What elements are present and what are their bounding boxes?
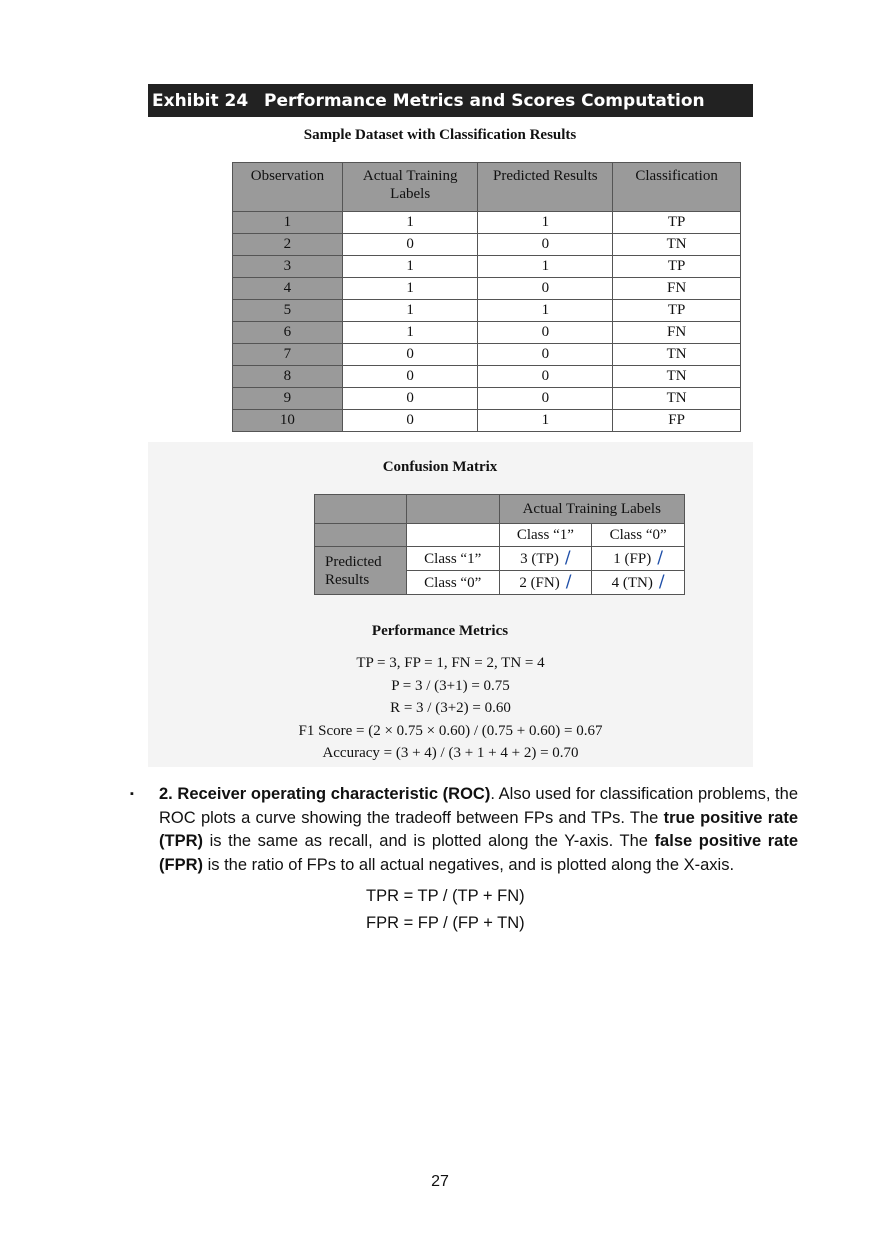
roc-paragraph: 2. Receiver operating characteristic (ROC). Also used for classification problems, the ROC plots a curve showing the tradeoff between FPs and TPs. The true positive rate (TPR) is the same as recall, and is plotted along the Y-axis. The false positive rate (FPR) is the ratio of FPs to all actual negatives, and is plotted along the X-axis.	[159, 785, 799, 874]
column-header: Predicted Results	[478, 163, 613, 212]
table-cell: 1	[478, 212, 613, 234]
roc-heading: 2. Receiver operating characteristic (ROC)	[159, 785, 491, 803]
performance-metrics-formulas	[148, 652, 753, 765]
exhibit-header	[148, 84, 753, 117]
check-mark-icon: /	[657, 548, 663, 568]
table-cell: 0	[478, 322, 613, 344]
check-mark-icon: /	[658, 572, 665, 592]
dataset-title: Sample Dataset with Classification Results	[303, 127, 577, 143]
performance-metrics-title: Performance Metrics	[371, 623, 509, 639]
roc-section	[130, 783, 798, 937]
table-row	[233, 322, 741, 344]
false-positive-cell: 1 (FP) /	[592, 547, 685, 571]
table-cell: 0	[342, 234, 478, 256]
false-negative-cell: 2 (FN) /	[499, 571, 592, 595]
table-cell: 2	[233, 234, 343, 256]
column-header: Actual Training Labels	[342, 163, 478, 212]
sample-dataset-table	[232, 162, 741, 432]
fpr-formula: FPR = FP / (FP + TN)	[366, 914, 525, 932]
row-class-0: Class “0”	[406, 571, 499, 595]
metric-line: R = 3 / (3+2) = 0.60	[390, 700, 511, 716]
table-cell: 1	[342, 278, 478, 300]
table-cell: FP	[613, 410, 741, 432]
confusion-matrix-title: Confusion Matrix	[382, 459, 498, 475]
table-cell: FN	[613, 278, 741, 300]
metric-line: P = 3 / (3+1) = 0.75	[391, 677, 510, 694]
table-row	[233, 300, 741, 322]
tpr-term: true positive rate (TPR)	[159, 808, 798, 850]
table-row	[233, 234, 741, 256]
table-row	[233, 256, 741, 278]
column-class-1: Class “1”	[499, 524, 592, 547]
table-cell: 0	[478, 278, 613, 300]
matrix-corner	[406, 524, 499, 547]
roc-formulas	[366, 883, 798, 937]
table-cell: TP	[613, 256, 741, 278]
confusion-matrix-table	[314, 494, 685, 595]
table-row	[233, 212, 741, 234]
true-positive-cell: 3 (TP) /	[499, 547, 592, 571]
table-cell: 6	[233, 322, 343, 344]
table-cell: 10	[233, 410, 343, 432]
actual-labels-header: Actual Training Labels	[499, 495, 684, 524]
fpr-term: false positive rate (FPR)	[159, 832, 799, 874]
table-cell: 4	[233, 278, 343, 300]
table-cell: TN	[613, 234, 741, 256]
table-cell: TP	[613, 300, 741, 322]
table-header-row	[233, 163, 741, 212]
table-cell: 8	[233, 366, 343, 388]
bullet-icon: ▪	[130, 788, 134, 800]
table-cell: 7	[233, 344, 343, 366]
column-header: Classification	[613, 163, 741, 212]
table-cell: 1	[342, 256, 478, 278]
table-cell: 0	[478, 344, 613, 366]
table-cell: 0	[342, 388, 478, 410]
table-cell: 0	[478, 234, 613, 256]
table-cell: 1	[233, 212, 343, 234]
table-row	[233, 278, 741, 300]
table-cell: 1	[342, 322, 478, 344]
table-cell: TN	[613, 344, 741, 366]
exhibit-number: Exhibit 24	[152, 90, 249, 111]
row-class-1: Class “1”	[406, 547, 499, 571]
page-number: 27	[431, 1173, 449, 1190]
exhibit-title: Performance Metrics and Scores Computation	[264, 90, 705, 111]
tpr-formula: TPR = TP / (TP + FN)	[366, 887, 525, 905]
table-cell: TN	[613, 366, 741, 388]
table-cell: 5	[233, 300, 343, 322]
metric-line: TP = 3, FP = 1, FN = 2, TN = 4	[356, 655, 545, 671]
true-negative-cell: 4 (TN) /	[592, 571, 685, 595]
table-cell: 9	[233, 388, 343, 410]
metric-line: Accuracy = (3 + 4) / (3 + 1 + 4 + 2) = 0.70	[322, 745, 579, 761]
table-cell: 1	[478, 300, 613, 322]
table-cell: TN	[613, 388, 741, 410]
table-cell: 1	[342, 212, 478, 234]
table-cell: 1	[478, 256, 613, 278]
table-cell: 0	[478, 388, 613, 410]
table-row	[233, 366, 741, 388]
predicted-results-header: Predicted Results	[315, 547, 407, 595]
check-mark-icon: /	[564, 548, 571, 568]
table-row	[233, 410, 741, 432]
check-mark-icon: /	[565, 572, 572, 592]
table-row	[233, 344, 741, 366]
column-class-0: Class “0”	[592, 524, 685, 547]
metric-line: F1 Score = (2 × 0.75 × 0.60) / (0.75 + 0.60) = 0.67	[298, 722, 603, 739]
matrix-corner	[315, 495, 407, 524]
table-cell: TP	[613, 212, 741, 234]
table-cell: FN	[613, 322, 741, 344]
table-cell: 0	[478, 366, 613, 388]
table-cell: 3	[233, 256, 343, 278]
matrix-corner	[315, 524, 407, 547]
matrix-corner	[406, 495, 499, 524]
table-cell: 1	[478, 410, 613, 432]
table-row	[233, 388, 741, 410]
table-cell: 1	[342, 300, 478, 322]
table-cell: 0	[342, 366, 478, 388]
column-header: Observation	[233, 163, 343, 212]
table-cell: 0	[342, 344, 478, 366]
table-cell: 0	[342, 410, 478, 432]
